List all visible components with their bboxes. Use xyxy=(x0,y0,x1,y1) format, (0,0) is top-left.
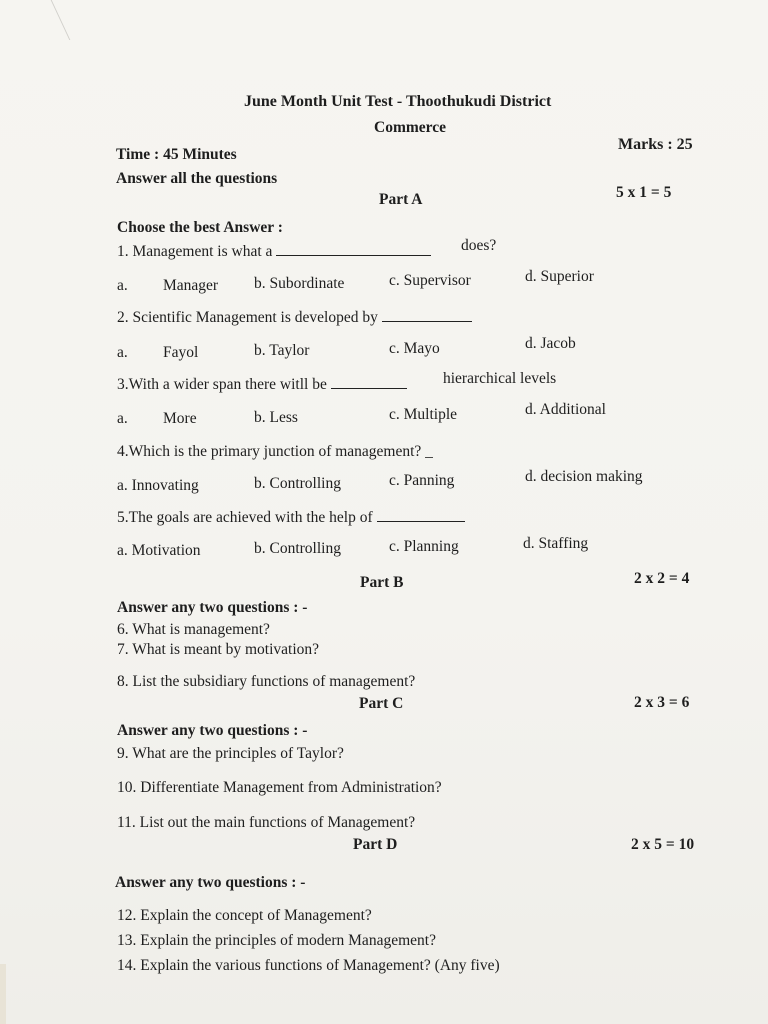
part-b-score: 2 x 2 = 4 xyxy=(634,570,690,587)
option-a: a. Innovating xyxy=(117,477,199,494)
option-b: b. Controlling xyxy=(254,540,341,557)
option-d: d. Superior xyxy=(525,268,594,285)
question-3 xyxy=(117,376,407,394)
part-c-title: Part C xyxy=(359,695,404,712)
answer-blank xyxy=(377,509,465,522)
exam-title: June Month Unit Test - Thoothukudi District xyxy=(244,93,552,110)
part-b-title: Part B xyxy=(360,574,404,591)
question-13: 13. Explain the principles of modern Management? xyxy=(117,932,436,949)
option-a: Manager xyxy=(163,277,219,294)
question-7: 7. What is meant by motivation? xyxy=(117,641,320,658)
option-c: c. Mayo xyxy=(389,340,440,357)
paper-edge xyxy=(0,964,6,1024)
option-b: b. Subordinate xyxy=(254,275,345,292)
option-c: c. Panning xyxy=(389,472,455,489)
question-3-end: hierarchical levels xyxy=(443,370,557,387)
question-1 xyxy=(117,243,431,261)
question-1-text: 1. Management is what a xyxy=(117,243,273,260)
option-c: c. Planning xyxy=(389,538,459,555)
part-b-instruction: Answer any two questions : - xyxy=(117,599,308,616)
option-b: b. Taylor xyxy=(254,342,310,359)
question-1-end: does? xyxy=(461,237,497,254)
option-a: More xyxy=(163,410,197,427)
part-c-instruction: Answer any two questions : - xyxy=(117,722,308,739)
marks-label: Marks : 25 xyxy=(618,136,693,153)
part-d-instruction: Answer any two questions : - xyxy=(115,874,306,891)
option-d: d. Jacob xyxy=(525,335,576,352)
question-3-text: 3.With a wider span there witll be xyxy=(117,376,327,393)
answer-blank xyxy=(331,376,407,389)
option-b: b. Controlling xyxy=(254,475,341,492)
option-label: a. xyxy=(117,344,128,361)
question-9: 9. What are the principles of Taylor? xyxy=(117,745,344,762)
part-a-instruction: Choose the best Answer : xyxy=(117,219,283,236)
subject-name: Commerce xyxy=(374,119,447,136)
part-a-title: Part A xyxy=(379,191,423,208)
option-a: a. Motivation xyxy=(117,542,201,559)
question-14: 14. Explain the various functions of Management? (Any five) xyxy=(117,957,500,974)
option-a: Fayol xyxy=(163,344,199,361)
question-12: 12. Explain the concept of Management? xyxy=(117,907,372,924)
question-6: 6. What is management? xyxy=(117,621,270,638)
option-c: c. Multiple xyxy=(389,406,458,423)
time-label: Time : 45 Minutes xyxy=(116,146,237,163)
option-d: d. Staffing xyxy=(523,535,589,552)
option-label: a. xyxy=(117,277,128,294)
question-2-text: 2. Scientific Management is developed by xyxy=(117,309,378,326)
part-d-title: Part D xyxy=(353,836,398,853)
answer-blank xyxy=(382,309,472,322)
general-instruction: Answer all the questions xyxy=(116,170,278,187)
part-a-score: 5 x 1 = 5 xyxy=(616,184,672,201)
part-d-score: 2 x 5 = 10 xyxy=(631,836,695,853)
question-5-text: 5.The goals are achieved with the help of xyxy=(117,509,373,526)
question-5 xyxy=(117,509,465,527)
option-label: a. xyxy=(117,410,128,427)
option-c: c. Supervisor xyxy=(389,272,471,289)
question-2 xyxy=(117,309,472,327)
question-8: 8. List the subsidiary functions of management? xyxy=(117,673,416,690)
option-b: b. Less xyxy=(254,409,298,426)
part-c-score: 2 x 3 = 6 xyxy=(634,694,690,711)
option-d: d. Additional xyxy=(525,401,606,418)
question-4: 4.Which is the primary junction of management? _ xyxy=(117,443,433,460)
answer-blank xyxy=(276,243,431,256)
option-d: d. decision making xyxy=(525,468,643,485)
question-10: 10. Differentiate Management from Administration? xyxy=(117,779,442,796)
paper-fold-mark xyxy=(27,0,71,40)
question-11: 11. List out the main functions of Management? xyxy=(117,814,416,831)
